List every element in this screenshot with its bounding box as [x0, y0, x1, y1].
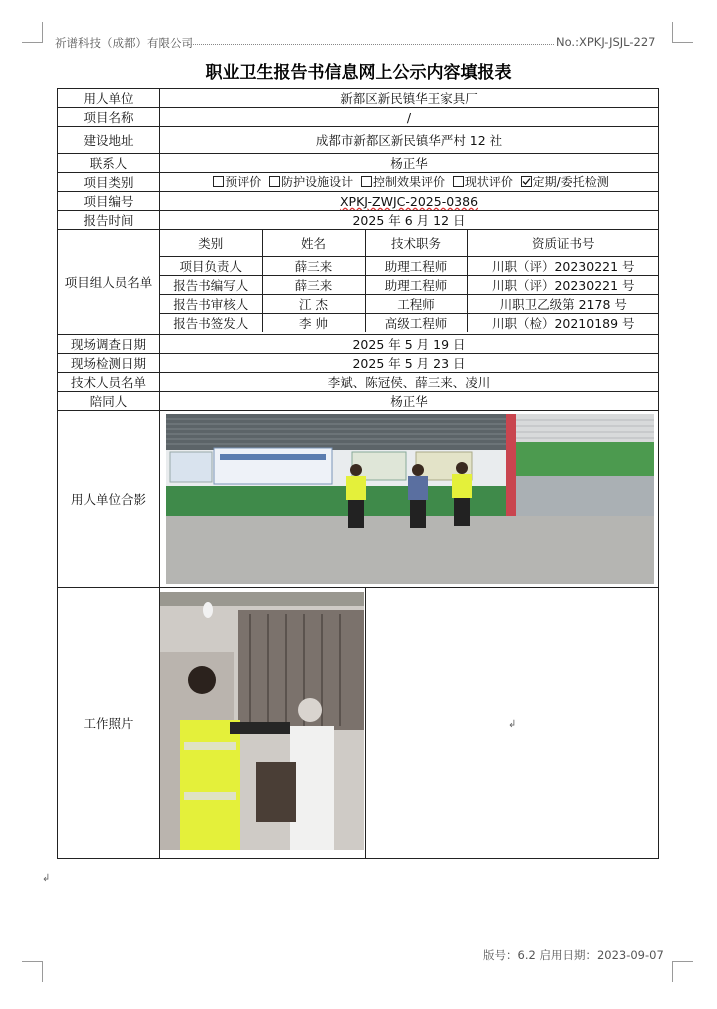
group-photo-cell — [160, 411, 659, 588]
team-role: 报告书审核人 — [160, 295, 262, 314]
checkbox-icon[interactable] — [361, 176, 372, 187]
row-project-name — [58, 108, 659, 127]
option-control-effect[interactable]: 控制效果评价 — [357, 175, 445, 189]
company-header: 祈谱科技（成都）有限公司 — [55, 36, 193, 50]
label-group-photo: 用人单位合影 — [58, 411, 160, 588]
paragraph-mark-icon: ↲ — [508, 718, 517, 730]
row-address — [58, 127, 659, 154]
team-cert[interactable]: 川职（评）20230221 号 — [467, 257, 659, 276]
label-report-date: 报告时间 — [58, 211, 160, 230]
value-project-name[interactable]: / — [160, 108, 659, 127]
team-cert[interactable]: 川职卫乙级第 2178 号 — [467, 295, 659, 314]
team-role: 报告书编写人 — [160, 276, 262, 295]
team-name[interactable]: 江 杰 — [262, 295, 365, 314]
work-photo-cell — [160, 588, 659, 859]
team-cert[interactable]: 川职（检）20210189 号 — [467, 314, 659, 333]
label-project-name: 项目名称 — [58, 108, 160, 127]
group-photo[interactable] — [166, 414, 654, 584]
row-project-type — [58, 173, 659, 192]
checkbox-icon[interactable] — [453, 176, 464, 187]
team-cert[interactable]: 川职（评）20230221 号 — [467, 276, 659, 295]
label-address: 建设地址 — [58, 127, 160, 154]
value-companion[interactable]: 杨正华 — [160, 392, 659, 411]
team-header-cert: 资质证书号 — [467, 230, 659, 257]
option-protection-design[interactable]: 防护设施设计 — [265, 175, 353, 189]
team-header-name: 姓名 — [262, 230, 365, 257]
checkbox-icon[interactable] — [213, 176, 224, 187]
corner-mark-bottom-right — [672, 961, 693, 982]
value-survey-date[interactable]: 2025 年 5 月 19 日 — [160, 335, 659, 354]
row-technicians — [58, 373, 659, 392]
label-contact: 联系人 — [58, 154, 160, 173]
work-photo-image — [160, 592, 364, 850]
team-name[interactable]: 李 帅 — [262, 314, 365, 333]
row-work-photo — [58, 588, 659, 859]
table-row — [160, 276, 659, 295]
option-periodic-detection[interactable]: 定期/委托检测 — [517, 175, 609, 189]
team-role: 项目负责人 — [160, 257, 262, 276]
label-employer: 用人单位 — [58, 89, 160, 108]
team-name[interactable]: 薛三来 — [262, 257, 365, 276]
team-table — [160, 230, 659, 332]
checkbox-checked-icon[interactable] — [521, 176, 532, 187]
value-contact[interactable]: 杨正华 — [160, 154, 659, 173]
team-title[interactable]: 助理工程师 — [365, 276, 467, 295]
work-photo-right-empty[interactable] — [365, 588, 659, 858]
label-project-code: 项目编号 — [58, 192, 160, 211]
row-team — [58, 230, 659, 335]
label-companion: 陪同人 — [58, 392, 160, 411]
corner-mark-top-left — [22, 22, 43, 43]
label-survey-date: 现场调查日期 — [58, 335, 160, 354]
label-test-date: 现场检测日期 — [58, 354, 160, 373]
team-title[interactable]: 助理工程师 — [365, 257, 467, 276]
report-form-table — [57, 88, 659, 859]
value-project-code[interactable] — [160, 192, 659, 211]
table-row — [160, 295, 659, 314]
page-title: 职业卫生报告书信息网上公示内容填报表 — [205, 63, 512, 83]
row-group-photo — [58, 411, 659, 588]
row-contact — [58, 154, 659, 173]
label-team: 项目组人员名单 — [58, 230, 160, 335]
work-photo-split — [160, 588, 659, 858]
value-technicians[interactable]: 李斌、陈冠侯、薛三来、凌川 — [160, 373, 659, 392]
team-header-title: 技术职务 — [365, 230, 467, 257]
team-title[interactable]: 高级工程师 — [365, 314, 467, 333]
team-header-row — [160, 230, 659, 257]
team-role: 报告书签发人 — [160, 314, 262, 333]
value-address[interactable]: 成都市新都区新民镇华严村 12 社 — [160, 127, 659, 154]
value-project-type — [160, 173, 659, 192]
corner-mark-bottom-left — [22, 961, 43, 982]
row-project-code — [58, 192, 659, 211]
row-survey-date — [58, 335, 659, 354]
row-test-date — [58, 354, 659, 373]
checkbox-icon[interactable] — [269, 176, 280, 187]
corner-mark-top-right — [672, 22, 693, 43]
value-report-date[interactable]: 2025 年 6 月 12 日 — [160, 211, 659, 230]
label-work-photo: 工作照片 — [58, 588, 160, 859]
team-title[interactable]: 工程师 — [365, 295, 467, 314]
row-report-date — [58, 211, 659, 230]
table-row — [160, 257, 659, 276]
row-companion — [58, 392, 659, 411]
header-dotted-rule — [188, 44, 554, 45]
option-pre-evaluation[interactable]: 预评价 — [209, 175, 261, 189]
table-row — [160, 314, 659, 333]
label-technicians: 技术人员名单 — [58, 373, 160, 392]
value-employer[interactable]: 新都区新民镇华王家具厂 — [160, 89, 659, 108]
label-project-type: 项目类别 — [58, 173, 160, 192]
paragraph-mark-icon: ↲ — [42, 873, 51, 884]
team-name[interactable]: 薛三来 — [262, 276, 365, 295]
group-photo-image — [166, 414, 654, 584]
project-code-text: XPKJ-ZWJC-2025-0386 — [339, 193, 479, 209]
option-status-evaluation[interactable]: 现状评价 — [449, 175, 513, 189]
team-cell — [160, 230, 659, 335]
work-photo[interactable] — [160, 592, 364, 850]
work-photo-left — [160, 588, 365, 858]
document-number: No.:XPKJ-JSJL-227 — [556, 35, 656, 49]
version-footer: 版号：6.2 启用日期：2023-09-07 — [483, 948, 664, 962]
value-test-date[interactable]: 2025 年 5 月 23 日 — [160, 354, 659, 373]
team-header-role: 类别 — [160, 230, 262, 257]
row-employer — [58, 89, 659, 108]
